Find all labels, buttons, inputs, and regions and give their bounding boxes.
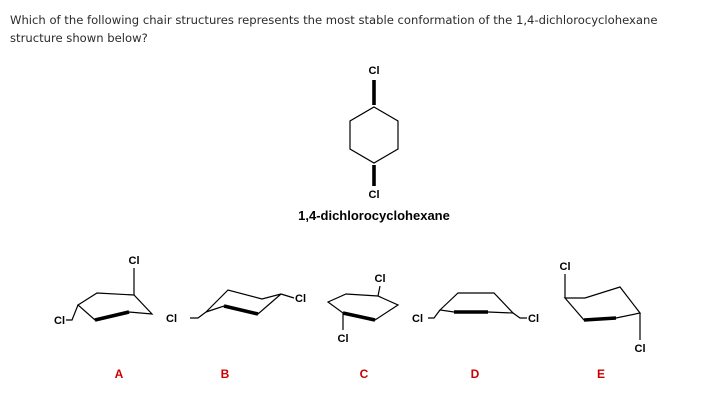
equatorial-bond	[428, 310, 440, 318]
compound-name: 1,4-dichlorocyclohexane	[298, 208, 450, 223]
cl-label-bottom: Cl	[368, 189, 380, 201]
cl-label: Cl	[54, 315, 65, 327]
question-text: Which of the following chair structures represents the most stable conformation of the 1,4-dichlorocyclohexane structure shown below?	[10, 13, 658, 45]
equatorial-bond	[378, 286, 380, 296]
chair-ring	[565, 287, 640, 320]
equatorial-bond	[281, 294, 294, 298]
option-label-d: D	[470, 367, 480, 381]
option-label-b: B	[220, 367, 230, 381]
cyclohexane-ring	[350, 107, 398, 163]
chair-ring	[440, 293, 513, 313]
cl-label: Cl	[128, 255, 140, 267]
cl-label: Cl	[634, 343, 646, 355]
front-bond	[343, 313, 375, 320]
equatorial-bond	[190, 312, 206, 318]
chair-option-c	[328, 273, 398, 381]
chair-option-d	[412, 293, 539, 381]
main-structure	[298, 65, 450, 223]
cl-label: Cl	[374, 273, 386, 285]
chair-option-e	[560, 261, 646, 381]
cl-label: Cl	[412, 313, 423, 325]
cl-label: Cl	[295, 293, 306, 305]
cl-label-top: Cl	[368, 65, 380, 77]
cl-label: Cl	[559, 261, 571, 273]
option-label-a: A	[114, 367, 124, 381]
cl-label: Cl	[528, 313, 539, 325]
front-bond	[224, 306, 258, 314]
front-bond	[584, 318, 616, 320]
front-bond	[95, 312, 129, 320]
equatorial-bond	[513, 313, 527, 318]
option-label-c: C	[359, 367, 369, 381]
cl-label: Cl	[337, 333, 349, 345]
equatorial-bond	[66, 305, 78, 320]
chair-option-b	[166, 290, 306, 381]
option-label-e: E	[596, 367, 606, 381]
chair-option-a	[54, 255, 152, 381]
cl-label: Cl	[166, 313, 177, 325]
